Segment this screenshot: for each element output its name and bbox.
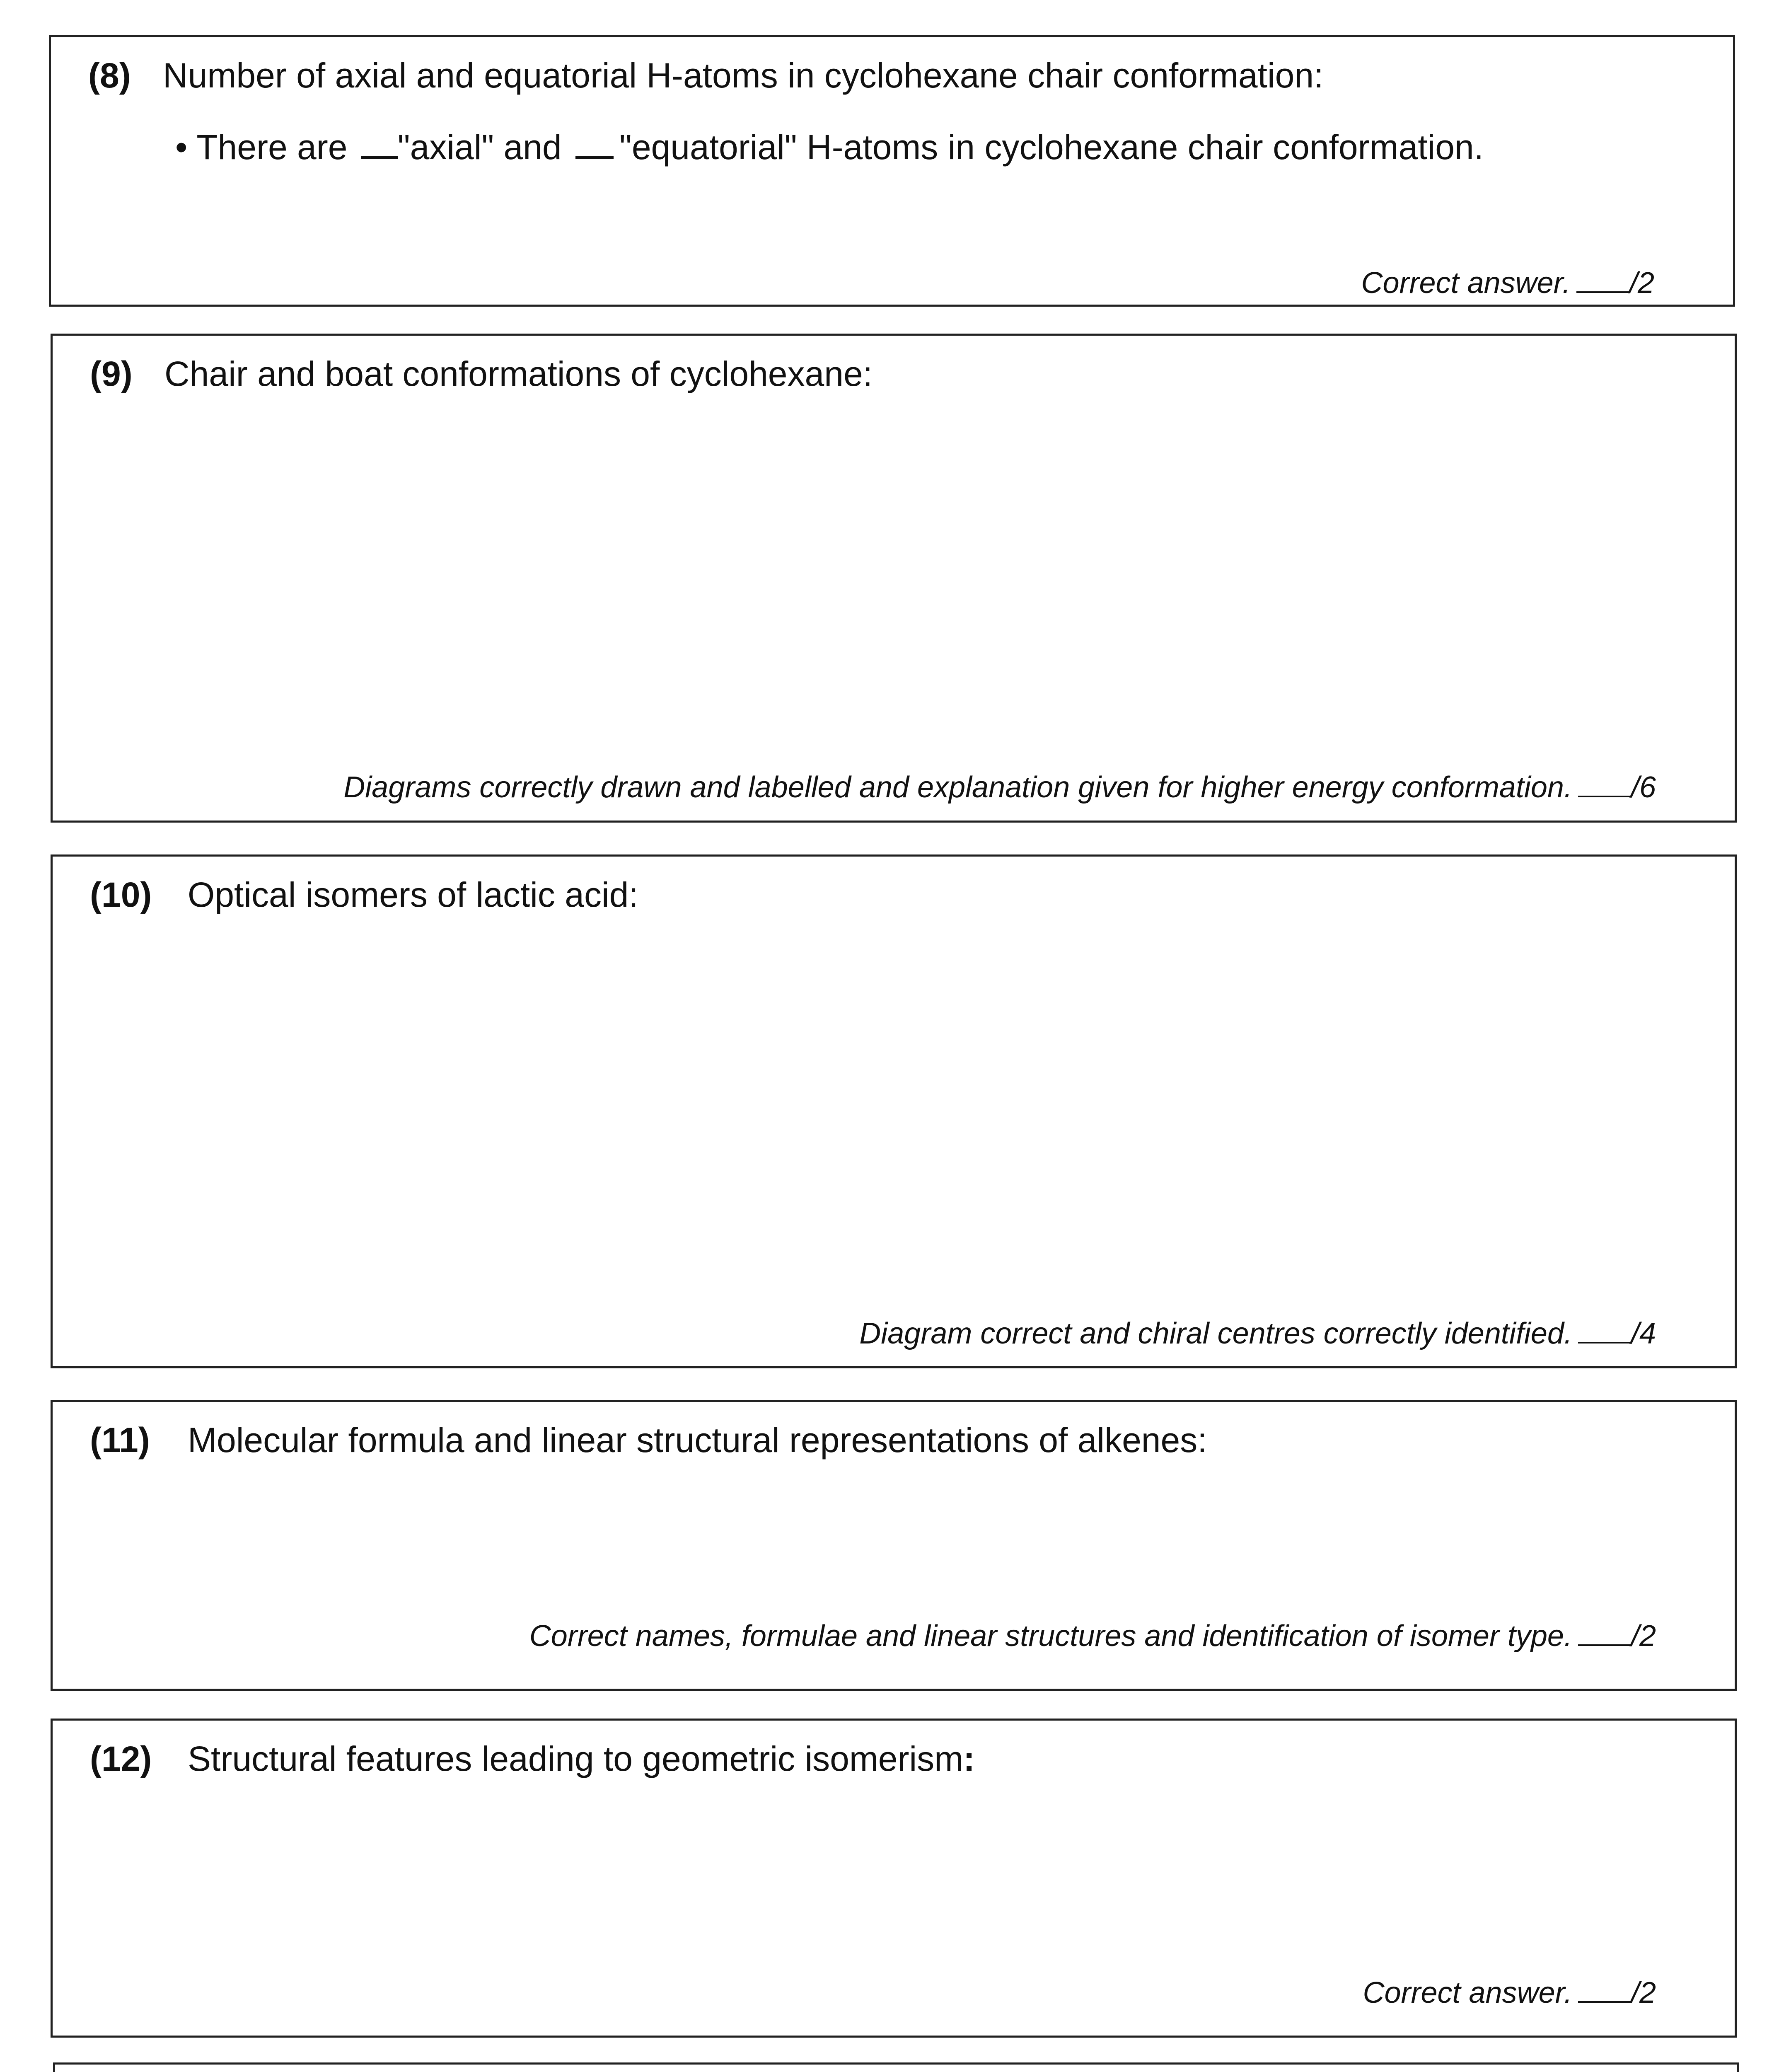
equatorial-count-blank[interactable]: [575, 127, 614, 159]
question-title: Molecular formula and linear structural representations of alkenes:: [188, 1421, 1207, 1460]
sentence-part-2: "axial" and: [397, 128, 562, 167]
question-9-box: [51, 334, 1737, 823]
marking-criteria: [343, 769, 1656, 806]
marking-criteria: [1363, 1974, 1656, 2011]
title-colon: :: [963, 1739, 975, 1778]
question-title: Chair and boat conformations of cyclohexane:: [164, 354, 873, 393]
criteria-text: Correct answer.: [1363, 1976, 1572, 2009]
question-9-heading: [90, 353, 873, 395]
score-blank[interactable]: [1578, 771, 1631, 797]
criteria-text: Correct answer.: [1361, 266, 1571, 300]
question-number: (12): [90, 1739, 152, 1778]
marking-criteria: [1361, 264, 1654, 302]
question-13-box: [53, 2062, 1739, 2072]
question-title: Optical isomers of lactic acid:: [188, 875, 638, 914]
question-title: Number of axial and equatorial H-atoms in cyclohexane chair conformation:: [163, 56, 1324, 95]
question-number: (8): [88, 56, 131, 95]
max-marks: /2: [1629, 266, 1654, 300]
question-number: (9): [90, 354, 133, 393]
question-11-heading: [90, 1419, 1207, 1461]
question-number: (11): [90, 1421, 150, 1460]
score-blank[interactable]: [1576, 266, 1629, 293]
criteria-text: Diagrams correctly drawn and labelled and explanation given for higher energy conformation.: [343, 771, 1572, 804]
score-blank[interactable]: [1578, 1317, 1631, 1343]
marking-criteria: [859, 1315, 1656, 1352]
answer-sentence: [175, 126, 1484, 168]
max-marks: /2: [1631, 1619, 1656, 1653]
max-marks: /2: [1631, 1976, 1656, 2009]
sentence-part-3: "equatorial" H-atoms in cyclohexane chair conformation.: [619, 128, 1484, 167]
criteria-text: Correct names, formulae and linear structures and identification of isomer type.: [529, 1619, 1572, 1653]
sentence-part-1: There are: [196, 128, 348, 167]
max-marks: /6: [1631, 771, 1656, 804]
question-12-heading: [90, 1738, 975, 1779]
question-11-box: [51, 1400, 1737, 1691]
marking-criteria: [529, 1617, 1656, 1655]
question-10-heading: [90, 874, 638, 915]
question-8-box: [49, 35, 1735, 307]
question-8-heading: [88, 55, 1323, 96]
axial-count-blank[interactable]: [361, 127, 398, 159]
question-12-box: [51, 1719, 1737, 2038]
criteria-text: Diagram correct and chiral centres correctly identified.: [859, 1317, 1572, 1350]
score-blank[interactable]: [1578, 1619, 1631, 1646]
score-blank[interactable]: [1578, 1976, 1631, 2003]
max-marks: /4: [1631, 1317, 1656, 1350]
question-number: (10): [90, 875, 152, 914]
question-10-box: [51, 854, 1737, 1368]
question-title: Structural features leading to geometric isomerism: [188, 1739, 964, 1778]
bullet-symbol: •: [175, 128, 188, 167]
